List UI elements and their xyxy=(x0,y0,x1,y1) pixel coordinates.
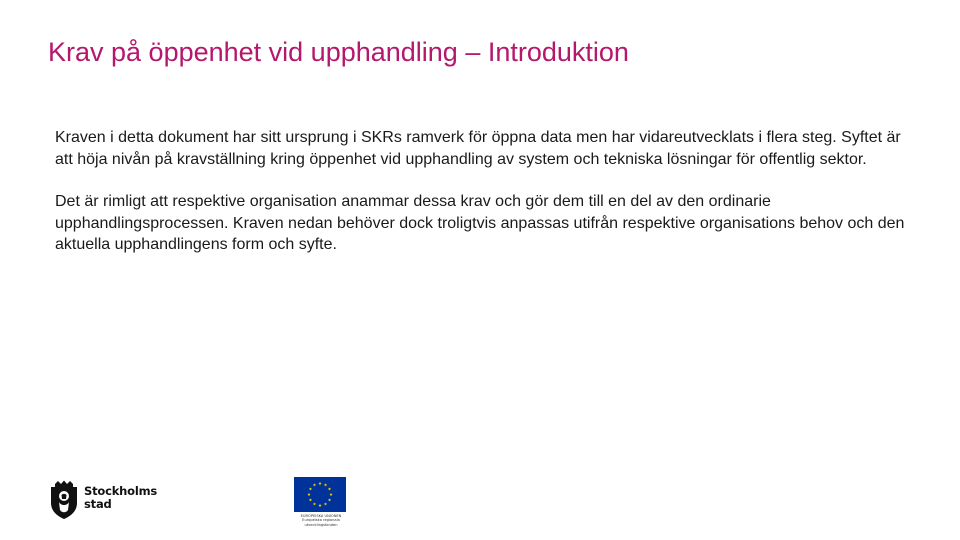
stockholm-wordmark-line2: stad xyxy=(84,497,112,511)
stockholm-crest-icon xyxy=(49,480,79,520)
eu-flag-icon xyxy=(294,477,346,512)
slide-title: Krav på öppenhet vid upphandling – Introduktion xyxy=(48,37,629,67)
stockholm-logo xyxy=(49,480,169,522)
eu-logo xyxy=(294,477,348,533)
stockholm-wordmark xyxy=(84,485,157,511)
intro-paragraph-1: Kraven i detta dokument har sitt ursprung i SKRs ramverk för öppna data men har vidareutvecklats i flera steg. Syftet är att höja nivån på kravställning kring öppenhet vid upphandling av system och tekniska lösningar för offentlig sektor. xyxy=(55,129,901,168)
eu-caption xyxy=(294,514,348,527)
eu-caption-line3: utvecklingsfonden xyxy=(304,522,338,527)
eu-caption-line2: Europeiska regionala xyxy=(302,518,340,523)
body-text xyxy=(55,127,915,277)
stockholm-wordmark-line1: Stockholms xyxy=(84,484,158,498)
intro-paragraph-2: Det är rimligt att respektive organisation anammar dessa krav och gör dem till en del av den ordinarie upphandlingsprocessen. Kraven nedan behöver dock troligtvis anpassas utifrån respektive organisations behov och den aktuella upphandlingens form och syfte. xyxy=(55,193,905,253)
eu-caption-line1: EUROPEISKA UNIONEN xyxy=(300,514,342,518)
